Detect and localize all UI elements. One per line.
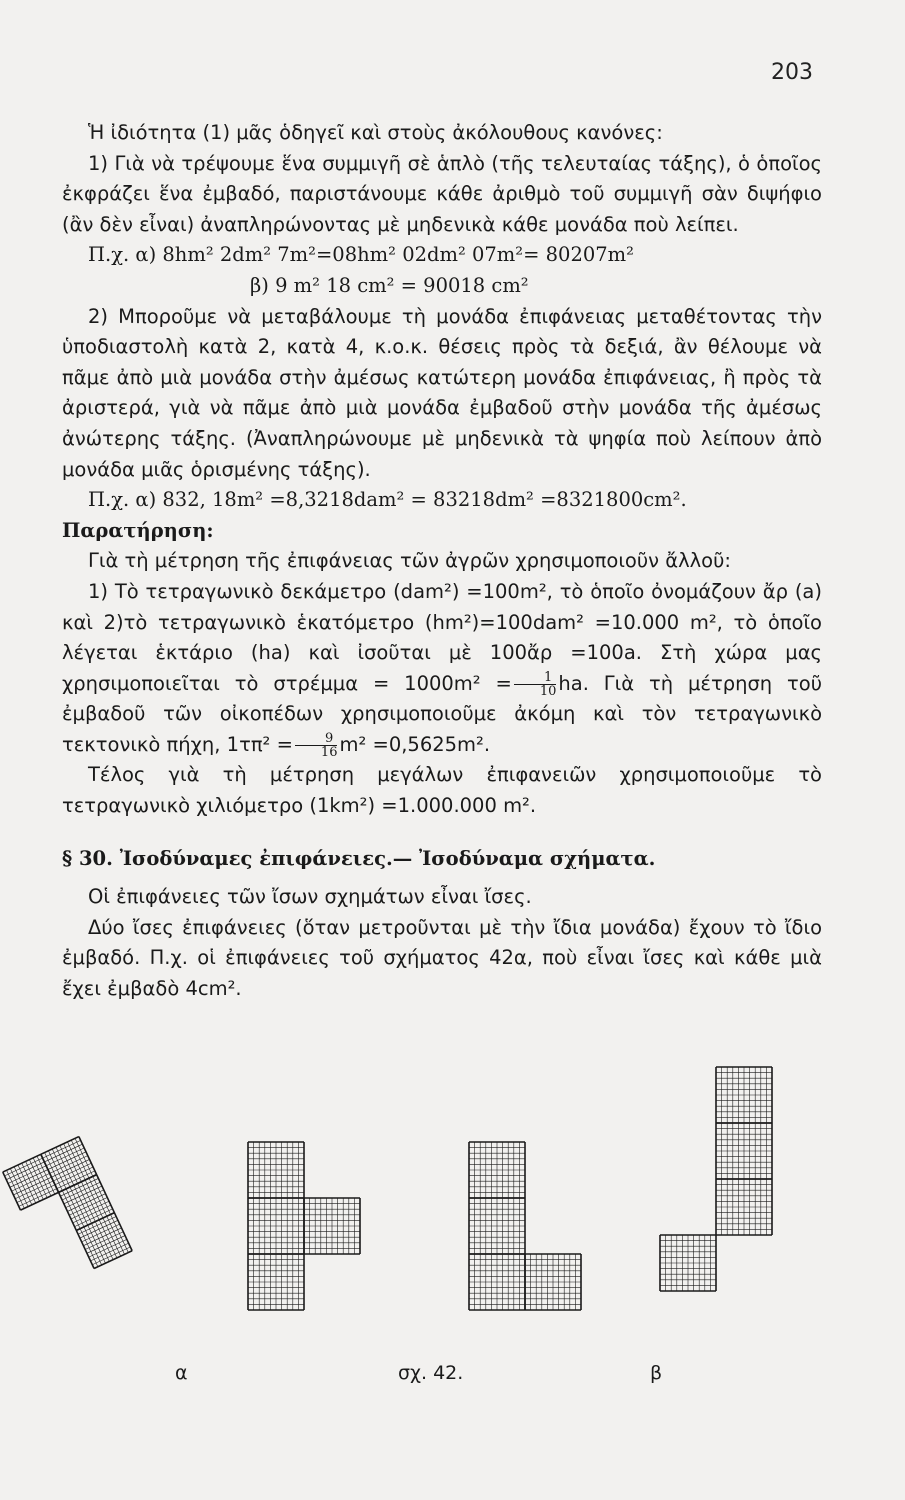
example-a: Π.χ. α) 8hm² 2dm² 7m²=08hm² 02dm² 07m²= 80207m² (88, 243, 634, 267)
grid-square (469, 1198, 525, 1254)
grid-square (248, 1254, 304, 1310)
units-text-2: ha. Γιὰ τὴ μέτρηση τοῦ ἐμβαδοῦ τῶν οἰκοπέδων χρησιμοποιοῦμε ἀκόμη καὶ τὸν τετραγωνικὸ τεκτονικὸ πήχη, 1τπ² = (62, 671, 823, 756)
units-text-3: m² =0,5625m². (339, 732, 491, 756)
caption-alpha: α (175, 1362, 188, 1384)
grid-square (525, 1254, 581, 1310)
figure-42-alpha-upright-shape (242, 1140, 442, 1390)
units-text-1: 1) Τὸ τετραγωνικὸ δεκάμετρο (dam²) =100m², τὸ ὁποῖο ὀνομάζουν ἄρ (a) καὶ 2)τὸ τετραγωνικὸ ἑκατόμετρο (hm²)=100dam² =10.000 m², τὸ ὁποῖο λέγεται ἑκτάριο (ha) καὶ ἰσοῦται μὲ 100ἄρ =100a. Στὴ χώρα μας χρησιμοποιεῖται τὸ στρέμμα = 1000m² = (62, 579, 822, 695)
remark-title: Παρατήρηση: (62, 518, 214, 542)
page-number: 203 (771, 60, 813, 85)
grid-square (76, 1213, 132, 1269)
grid-square (469, 1254, 525, 1310)
example-conversion: Π.χ. α) 832, 18m² =8,3218dam² = 83218dm² =8321800cm². (88, 488, 687, 512)
grid-square (716, 1179, 772, 1235)
grid-square (716, 1123, 772, 1179)
paragraph-equal-areas: Δύο ἴσες ἐπιφάνειες (ὅταν μετροῦνται μὲ τὴν ἴδια μονάδα) ἔχουν τὸ ἴδιο ἐμβαδό. Π.χ. οἱ ἐπιφάνειες τοῦ σχήματος 42α, ποὺ εἶναι ἴσες καὶ κάθε μιὰ ἔχει ἐμβαδὸ 4cm². (62, 915, 822, 1001)
grid-square (248, 1142, 304, 1198)
figure-42 (0, 1130, 905, 1400)
paragraph-km: Τέλος γιὰ τὴ μέτρηση μεγάλων ἐπιφανειῶν χρησιμοποιοῦμε τὸ τετραγωνικὸ χιλιόμετρο (1km²) =1.000.000 m². (62, 763, 822, 818)
figure-42-beta-shape-1 (465, 1140, 625, 1390)
grid-square (469, 1142, 525, 1198)
paragraph-remark: Γιὰ τὴ μέτρηση τῆς ἐπιφάνειας τῶν ἀγρῶν χρησιμοποιοῦν ἄλλοῦ: (88, 549, 731, 573)
grid-square (660, 1235, 716, 1291)
grid-square (59, 1175, 115, 1231)
paragraph-equal-shapes: Οἱ ἐπιφάνειες τῶν ἴσων σχημάτων εἶναι ἴσες. (88, 885, 532, 909)
paragraph-units (62, 577, 822, 761)
grid-square (716, 1067, 772, 1123)
caption-beta: β (650, 1362, 663, 1384)
section-title: § 30. Ἰσοδύναμες ἐπιφάνειες.— Ἰσοδύναμα σχήματα. (62, 846, 656, 870)
caption-figure: σχ. 42. (398, 1362, 464, 1384)
grid-square (41, 1137, 97, 1193)
fraction-nine-sixteenths: $\frac{9}{16}$ (295, 732, 338, 759)
body-text (62, 118, 822, 1005)
grid-square (248, 1198, 304, 1254)
paragraph-rule-1: 1) Γιὰ νὰ τρέψουμε ἕνα συμμιγῆ σὲ ἁπλὸ (τῆς τελευταίας τάξης), ὁ ὁποῖος ἐκφράζει ἕνα ἐμβαδό, παριστάνουμε κάθε ἀριθμὸ τοῦ συμμιγῆ σὰν διψήφιο (ἂν δὲν εἶναι) ἀναπληρώνοντας μὲ μηδενικὰ κάθε μονάδα ποὺ λείπει. (62, 151, 822, 236)
paragraph-rule-2: 2) Μποροῦμε νὰ μεταβάλουμε τὴ μονάδα ἐπιφάνειας μεταθέτοντας τὴν ὑποδιαστολὴ κατὰ 2, κατὰ 4, κ.ο.κ. θέσεις πρὸς τὰ δεξιά, ἂν θέλουμε νὰ πᾶμε ἀπὸ μιὰ μονάδα στὴν ἀμέσως κατώτερη μονάδα ἐπιφάνειας, ἢ πρὸς τὰ ἀριστερά, γιὰ νὰ πᾶμε ἀπὸ μιὰ μονάδα ἐμβαδοῦ στὴν μονάδα τῆς ἀμέσως ἀνώτερης τάξης. (Ἀναπληρώνουμε μὲ μηδενικὰ τὰ ψηφία ποὺ λείπουν ἀπὸ μονάδα μιᾶς ὁρισμένης τάξης). (62, 304, 822, 481)
figure-42-alpha-rotated-shape (0, 1130, 200, 1300)
grid-square (304, 1198, 360, 1254)
paragraph-intro: Ἡ ἰδιότητα (1) μᾶς ὁδηγεῖ καὶ στοὺς ἀκόλουθους κανόνες: (88, 121, 663, 144)
figure-42-beta-shape-2 (658, 1065, 818, 1315)
grid-square (3, 1154, 59, 1210)
fraction-one-tenth: $\frac{1}{10}$ (514, 671, 557, 698)
example-b: β) 9 m² 18 cm² = 90018 cm² (250, 273, 529, 297)
